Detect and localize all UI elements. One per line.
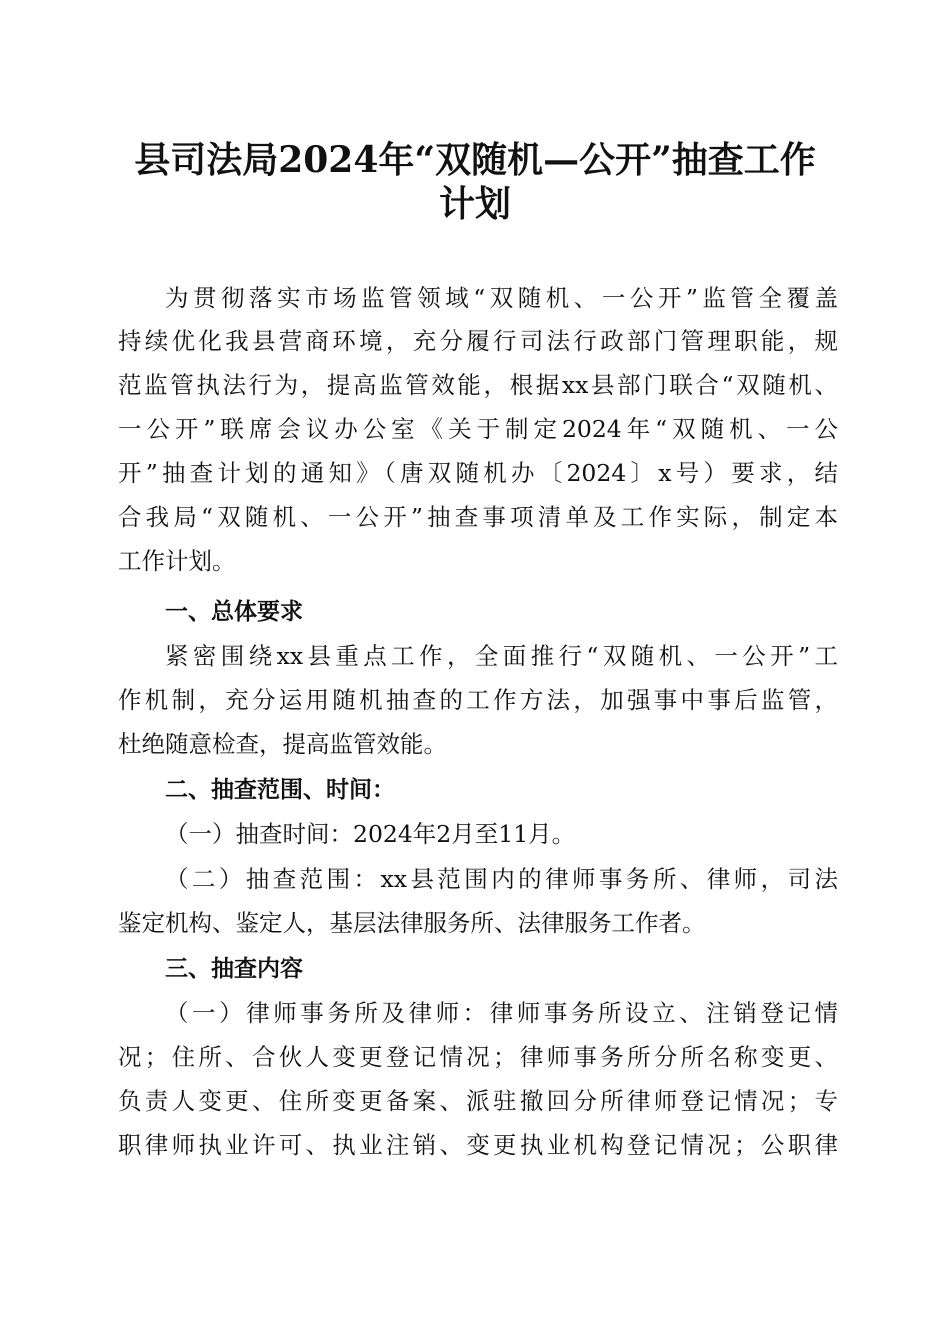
intro-line: 持续优化我县营商环境，充分履行司法行政部门管理职能，规 bbox=[118, 327, 838, 355]
intro-line: 合我局“双随机、一公开”抽查事项清单及工作实际，制定本 bbox=[118, 503, 838, 531]
section-heading-scope-time: 二、抽查范围、时间： bbox=[165, 777, 395, 803]
section2-item-scope: （二）抽查范围：xx县范围内的律师事务所、律师，司法 bbox=[165, 865, 838, 893]
document-title-line-2: 计划 bbox=[438, 183, 511, 225]
intro-line: 工作计划。 bbox=[118, 547, 236, 575]
section-heading-general-requirements: 一、总体要求 bbox=[165, 599, 303, 625]
intro-line: 一公开”联席会议办公室《关于制定2024年“双随机、一公 bbox=[118, 415, 838, 443]
intro-line: 为贯彻落实市场监管领域“双随机、一公开”监管全覆盖 bbox=[165, 284, 838, 312]
section3-line: 况；住所、合伙人变更登记情况；律师事务所分所名称变更、 bbox=[118, 1043, 838, 1071]
intro-line: 开”抽查计划的通知》（唐双随机办〔2024〕x号）要求，结 bbox=[118, 459, 838, 487]
section2-item-scope: 鉴定机构、鉴定人，基层法律服务所、法律服务工作者。 bbox=[118, 909, 706, 937]
section1-line: 紧密围绕xx县重点工作，全面推行“双随机、一公开”工 bbox=[165, 642, 838, 670]
section1-line: 作机制，充分运用随机抽查的工作方法，加强事中事后监管， bbox=[118, 686, 838, 714]
section3-line: （一）律师事务所及律师：律师事务所设立、注销登记情 bbox=[165, 999, 838, 1027]
intro-line: 范监管执法行为，提高监管效能，根据xx县部门联合“双随机、 bbox=[118, 371, 838, 399]
document-title-line-1: 县司法局2024年“双随机—公开”抽查工作 bbox=[134, 139, 816, 181]
section3-line: 负责人变更、住所变更备案、派驻撤回分所律师登记情况；专 bbox=[118, 1087, 838, 1115]
section3-line: 职律师执业许可、执业注销、变更执业机构登记情况；公职律 bbox=[118, 1131, 838, 1159]
section2-item-time: （一）抽查时间：2024年2月至11月。 bbox=[165, 820, 576, 848]
section-heading-content: 三、抽查内容 bbox=[165, 956, 303, 982]
section1-line: 杜绝随意检查，提高监管效能。 bbox=[118, 730, 447, 758]
